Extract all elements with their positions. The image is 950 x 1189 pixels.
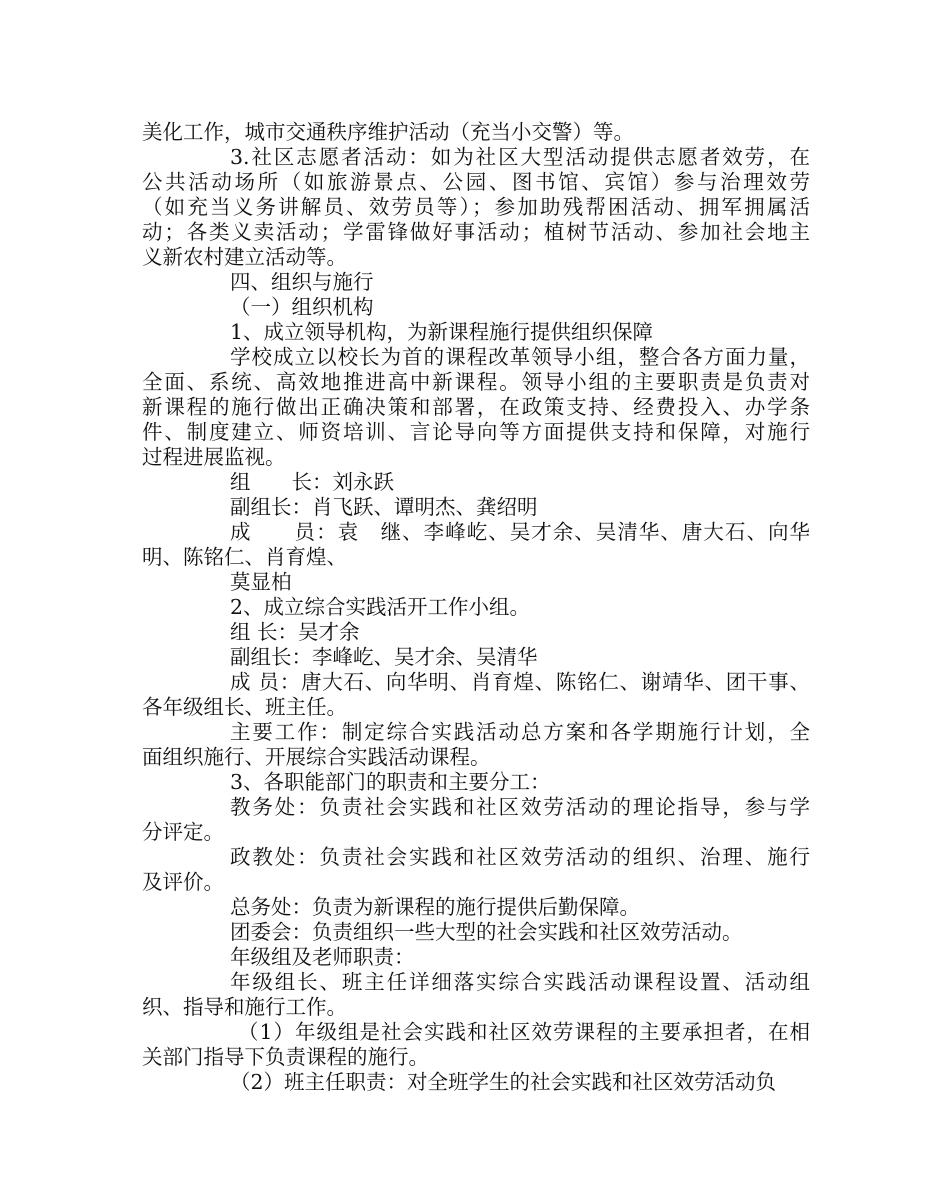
paragraph-line: 团委会：负责组织一些大型的社会实践和社区效劳活动。 xyxy=(230,920,743,944)
paragraph-line: 件、制度建立、师资培训、言论导向等方面提供支持和保障，对施行 xyxy=(142,420,810,444)
roster-line: 副组长：肖飞跃、谭明杰、龚绍明 xyxy=(230,495,538,519)
paragraph-line: 公共活动场所（如旅游景点、公园、图书馆、宾馆）参与治理效劳 xyxy=(142,170,810,194)
paragraph-line: 教务处：负责社会实践和社区效劳活动的理论指导，参与学 xyxy=(230,795,810,819)
paragraph-line: 3.社区志愿者活动：如为社区大型活动提供志愿者效劳，在 xyxy=(230,145,810,169)
paragraph-line: （2）班主任职责：对全班学生的社会实践和社区效劳活动负 xyxy=(230,1070,777,1094)
paragraph-line: 及评价。 xyxy=(142,870,224,894)
paragraph-line: 新课程的施行做出正确决策和部署，在政策支持、经费投入、办学条 xyxy=(142,395,810,419)
paragraph-line: 政教处：负责社会实践和社区效劳活动的组织、治理、施行 xyxy=(230,845,810,869)
section-heading: 四、组织与施行 xyxy=(230,270,374,294)
paragraph-line: 美化工作，城市交通秩序维护活动（充当小交警）等。 xyxy=(142,120,634,144)
roster-line: 成 员：唐大石、向华明、肖育煌、陈铭仁、谢靖华、团干事、 xyxy=(230,670,810,694)
paragraph-line: 动；各类义卖活动；学雷锋做好事活动；植树节活动、参加社会地主 xyxy=(142,220,810,244)
roster-line: 莫显柏 xyxy=(230,570,292,594)
paragraph-line: 总务处：负责为新课程的施行提供后勤保障。 xyxy=(230,895,640,919)
paragraph-line: 过程进展监视。 xyxy=(142,445,286,469)
paragraph-line: 关部门指导下负责课程的施行。 xyxy=(142,1045,429,1069)
paragraph-line: 年级组及老师职责： xyxy=(230,945,415,969)
paragraph-line: （1）年级组是社会实践和社区效劳课程的主要承担者，在相 xyxy=(238,1020,810,1044)
paragraph-line: 学校成立以校长为首的课程改革领导小组，整合各方面力量， xyxy=(230,345,810,369)
paragraph-line: （如充当义务讲解员、效劳员等）；参加助残帮困活动、拥军拥属活 xyxy=(142,195,810,219)
item-heading: 2、成立综合实践活开工作小组。 xyxy=(230,595,531,619)
paragraph-line: 织、指导和施行工作。 xyxy=(142,995,347,1019)
roster-line: 组 长：吴才余 xyxy=(230,620,360,644)
paragraph-line: 义新农村建立活动等。 xyxy=(142,245,347,269)
paragraph-line: 分评定。 xyxy=(142,820,224,844)
paragraph-line: 主要工作：制定综合实践活动总方案和各学期施行计划，全 xyxy=(230,720,810,744)
roster-line: 副组长：李峰屹、吴才余、吴清华 xyxy=(230,645,538,669)
item-heading: 3、各职能部门的职责和主要分工： xyxy=(230,770,551,794)
paragraph-line: 全面、系统、高效地推进高中新课程。领导小组的主要职责是负责对 xyxy=(142,370,810,394)
roster-line: 各年级组长、班主任。 xyxy=(142,695,347,719)
subsection-heading: （一）组织机构 xyxy=(230,295,374,319)
roster-line: 明、陈铭仁、肖育煌、 xyxy=(142,545,347,569)
roster-line: 成 员：袁 继、李峰屹、吴才余、吴清华、唐大石、向华 xyxy=(230,520,810,544)
roster-line: 组 长：刘永跃 xyxy=(230,470,394,494)
paragraph-line: 面组织施行、开展综合实践活动课程。 xyxy=(142,745,491,769)
item-heading: 1、成立领导机构，为新课程施行提供组织保障 xyxy=(230,320,654,344)
paragraph-line: 年级组长、班主任详细落实综合实践活动课程设置、活动组 xyxy=(230,970,810,994)
